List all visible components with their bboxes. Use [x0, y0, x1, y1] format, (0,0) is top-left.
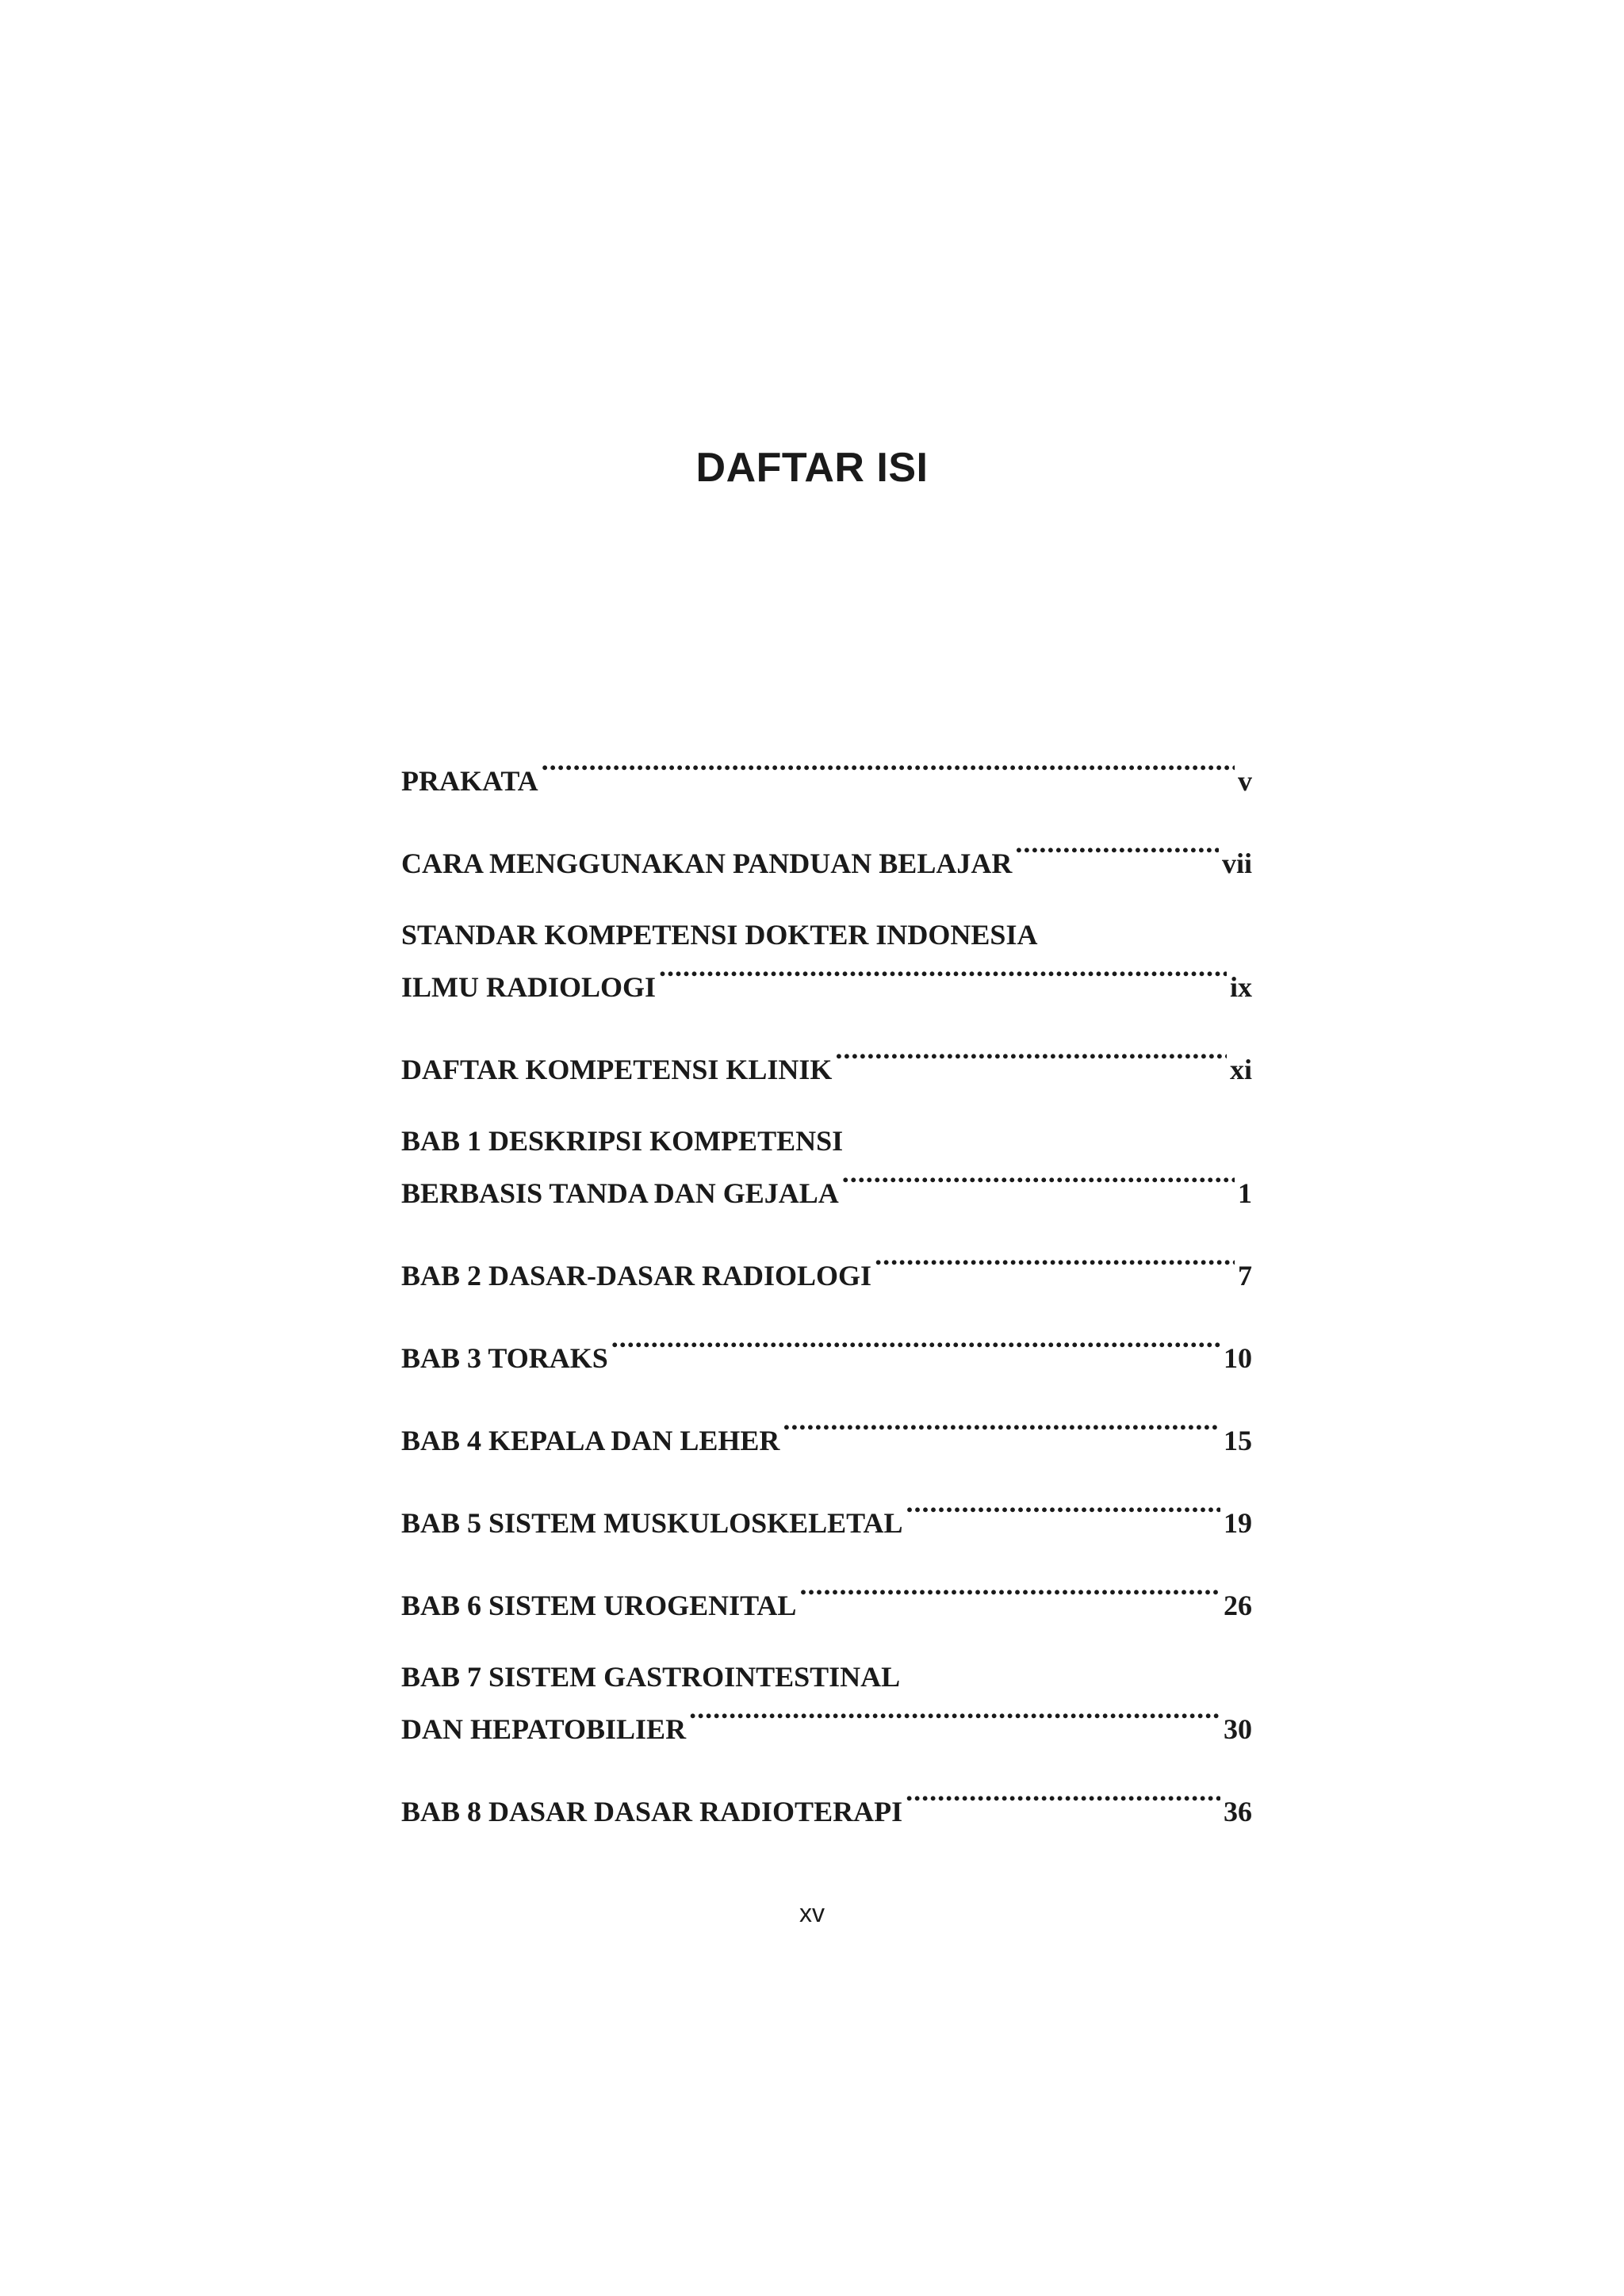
toc-entry-line: [401, 1244, 1252, 1292]
toc-entry-title: BAB 5 SISTEM MUSKULOSKELETAL: [401, 1507, 903, 1539]
toc-entry-title: BAB 1 DESKRIPSI KOMPETENSI: [401, 1125, 844, 1157]
toc-entry-line: [401, 914, 1252, 955]
toc-entry[interactable]: [401, 1038, 1252, 1085]
toc-entry-line: [401, 749, 1252, 797]
toc-entry-page-number: vii: [1221, 848, 1252, 879]
dot-leader: [906, 1780, 1220, 1821]
toc-entry-page-number: 30: [1224, 1713, 1252, 1745]
toc-entry[interactable]: [401, 749, 1252, 797]
dot-leader: [611, 1326, 1220, 1368]
toc-entry-title: BAB 4 KEPALA DAN LEHER: [401, 1425, 780, 1456]
toc-entry-page-number: 15: [1224, 1425, 1252, 1456]
toc-entry-page-number: ix: [1229, 971, 1252, 1003]
toc-entry-title: BAB 2 DASAR-DASAR RADIOLOGI: [401, 1260, 872, 1292]
toc-entry-title: CARA MENGGUNAKAN PANDUAN BELAJAR: [401, 848, 1013, 879]
toc-entry[interactable]: [401, 1244, 1252, 1292]
toc-entry-line: [401, 1120, 1252, 1161]
toc-entry-page-number: v: [1238, 765, 1252, 797]
dot-leader: [835, 1038, 1227, 1079]
toc-entry-title: DAN HEPATOBILIER: [401, 1713, 687, 1745]
page-title: DAFTAR ISI: [695, 445, 929, 491]
toc-entry-page-number: 36: [1224, 1796, 1252, 1827]
toc-entry[interactable]: [401, 1574, 1252, 1621]
toc-entry-title: BERBASIS TANDA DAN GEJALA: [401, 1177, 839, 1209]
dot-leader: [799, 1574, 1220, 1615]
toc-entry[interactable]: [401, 1656, 1252, 1745]
toc-entry-page-number: 19: [1224, 1507, 1252, 1539]
dot-leader: [842, 1161, 1235, 1203]
toc-entry-line: [401, 1656, 1252, 1697]
toc-entry-line: [401, 1780, 1252, 1827]
toc-entry-page-number: 26: [1224, 1590, 1252, 1621]
dot-leader: [689, 1697, 1220, 1739]
toc-entry-line: [401, 1574, 1252, 1621]
toc-entry-page-number: 7: [1238, 1260, 1252, 1292]
toc-entry-title: PRAKATA: [401, 765, 538, 797]
toc-entry-page-number: xi: [1229, 1054, 1252, 1085]
toc-entry[interactable]: [401, 832, 1252, 879]
toc-entry[interactable]: [401, 914, 1252, 1003]
toc-entry-line: [401, 1161, 1252, 1209]
toc-entry-title: ILMU RADIOLOGI: [401, 971, 657, 1003]
dot-leader: [659, 955, 1227, 997]
toc-entry-title: BAB 7 SISTEM GASTROINTESTINAL: [401, 1661, 901, 1693]
dot-leader: [906, 1491, 1221, 1533]
toc-entry-line: [401, 1326, 1252, 1374]
toc-entry[interactable]: [401, 1326, 1252, 1374]
toc-entry-page-number: 10: [1224, 1342, 1252, 1374]
toc-entry-title: DAFTAR KOMPETENSI KLINIK: [401, 1054, 833, 1085]
table-of-contents: [401, 749, 1252, 1862]
toc-entry-line: [401, 1491, 1252, 1539]
toc-entry[interactable]: [401, 1409, 1252, 1456]
toc-entry-line: [401, 955, 1252, 1003]
toc-entry-line: [401, 832, 1252, 879]
toc-entry-title: BAB 6 SISTEM UROGENITAL: [401, 1590, 797, 1621]
toc-entry-page-number: 1: [1238, 1177, 1252, 1209]
toc-entry-title: STANDAR KOMPETENSI DOKTER INDONESIA: [401, 919, 1038, 951]
page-number: xv: [799, 1899, 825, 1927]
toc-entry-title: BAB 8 DASAR DASAR RADIOTERAPI: [401, 1796, 903, 1827]
toc-entry[interactable]: [401, 1780, 1252, 1827]
toc-entry[interactable]: [401, 1491, 1252, 1539]
toc-entry-line: [401, 1038, 1252, 1085]
toc-entry-title: BAB 3 TORAKS: [401, 1342, 608, 1374]
toc-entry-line: [401, 1697, 1252, 1745]
dot-leader: [542, 749, 1235, 790]
toc-entry-line: [401, 1409, 1252, 1456]
toc-entry[interactable]: [401, 1120, 1252, 1209]
dot-leader: [783, 1409, 1220, 1450]
dot-leader: [875, 1244, 1235, 1285]
dot-leader: [1015, 832, 1219, 873]
